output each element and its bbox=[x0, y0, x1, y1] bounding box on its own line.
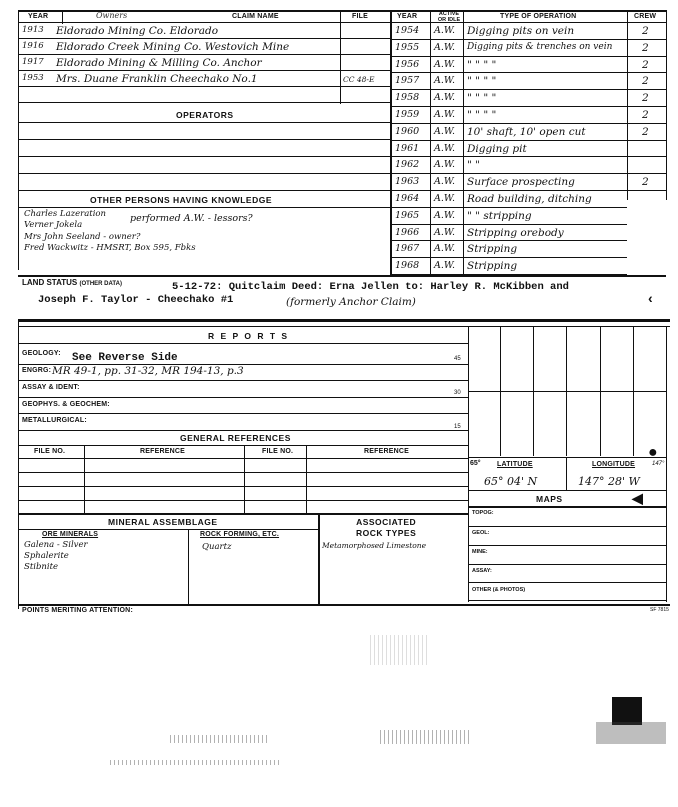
land-status-line1: 5-12-72: Quitclaim Deed: Erna Jellen to: Harley R. McKibben and bbox=[172, 281, 569, 293]
operations-row-rule bbox=[390, 190, 666, 191]
long-suffix: 147° bbox=[652, 461, 665, 467]
assay-scale-30: 30 bbox=[454, 390, 461, 396]
person-name: Verner Jokela bbox=[24, 220, 83, 230]
operation-type: Stripping bbox=[467, 260, 518, 273]
header-active-idle: ACTIVE OR IDLE bbox=[437, 11, 461, 23]
header-rule bbox=[18, 22, 666, 23]
operations-row-rule bbox=[390, 207, 627, 208]
smudge-mark: ‹ bbox=[648, 290, 653, 306]
person-name: Mrs John Seeland - owner? bbox=[24, 232, 141, 242]
ore-mineral: Sphalerite bbox=[24, 551, 69, 561]
col-year2-divider bbox=[430, 10, 431, 275]
operations-row-rule bbox=[390, 56, 666, 57]
points-meriting-attention-label: POINTS MERITING ATTENTION: bbox=[22, 607, 133, 614]
operation-type: Stripping bbox=[467, 243, 518, 256]
operation-year: 1958 bbox=[395, 92, 420, 104]
operation-status: A.W. bbox=[434, 142, 456, 154]
scan-gray-patch bbox=[596, 722, 666, 744]
reports-title: R E P O R T S bbox=[208, 331, 290, 341]
ore-minerals-header: ORE MINERALS bbox=[42, 531, 99, 538]
operations-row-rule bbox=[390, 257, 627, 258]
operation-year: 1962 bbox=[395, 159, 420, 171]
col-file-divider bbox=[340, 10, 341, 104]
location-marker-icon: ● bbox=[648, 444, 658, 461]
claim-name: Eldorado Creek Mining Co. Westovich Mine bbox=[56, 41, 290, 53]
header-type-of-operation: TYPE OF OPERATION bbox=[500, 13, 577, 20]
operation-type: 10' shaft, 10' open cut bbox=[467, 125, 586, 138]
operation-type: " " stripping bbox=[467, 209, 532, 222]
land-status-label-text: LAND STATUS bbox=[22, 278, 78, 287]
maps-geol: GEOL: bbox=[472, 530, 490, 536]
operation-type: " " " " bbox=[467, 58, 497, 71]
land-status-line2: Joseph F. Taylor - Cheechako #1 bbox=[38, 294, 234, 306]
claim-year: 1917 bbox=[22, 57, 44, 67]
operation-type: " " bbox=[467, 159, 480, 172]
owners-stamp: Owners bbox=[96, 11, 128, 20]
operation-year: 1964 bbox=[395, 193, 420, 204]
ore-mineral: Galena - Silver bbox=[24, 540, 88, 550]
operation-crew: 2 bbox=[642, 25, 649, 37]
smudge-mark: ◀ bbox=[632, 490, 643, 506]
operation-crew: 2 bbox=[642, 58, 649, 71]
other-persons-title: OTHER PERSONS HAVING KNOWLEDGE bbox=[90, 195, 273, 205]
operation-status: A.W. bbox=[434, 109, 456, 120]
header-year: YEAR bbox=[28, 13, 49, 20]
operations-row-rule bbox=[390, 240, 627, 241]
operations-row-rule bbox=[390, 39, 666, 40]
operation-crew: 2 bbox=[642, 109, 649, 121]
refs-file-no-2: FILE NO. bbox=[262, 448, 294, 455]
operation-year: 1957 bbox=[395, 75, 420, 87]
scan-noise bbox=[380, 730, 470, 744]
person-note: performed A.W. - lessors? bbox=[130, 213, 253, 224]
operation-crew: 2 bbox=[642, 92, 649, 105]
col-year-divider bbox=[62, 10, 63, 24]
operations-row-rule bbox=[390, 140, 666, 141]
operations-row-rule bbox=[390, 89, 666, 90]
operation-year: 1954 bbox=[395, 25, 420, 36]
geology-scale-45: 45 bbox=[454, 356, 461, 362]
operations-row-rule bbox=[390, 123, 666, 124]
land-status-label bbox=[22, 278, 122, 287]
claim-name: Eldorado Mining Co. Eldorado bbox=[56, 25, 219, 37]
metallurgical-scale-15: 15 bbox=[454, 424, 461, 430]
operation-crew: 2 bbox=[642, 176, 649, 189]
geology-label: GEOLOGY: bbox=[22, 350, 61, 357]
operation-year: 1966 bbox=[395, 226, 420, 238]
claim-name: Mrs. Duane Franklin Cheechako No.1 bbox=[56, 73, 258, 85]
scan-noise bbox=[110, 760, 280, 765]
maps-title: MAPS bbox=[536, 494, 563, 504]
latitude-label: LATITUDE bbox=[497, 461, 533, 468]
operation-status: A.W. bbox=[434, 260, 456, 272]
operation-year: 1968 bbox=[395, 260, 420, 272]
claim-year: 1913 bbox=[22, 25, 44, 35]
refs-reference: REFERENCE bbox=[140, 448, 185, 455]
associated-rock-value: Metamorphosed Limestone bbox=[322, 541, 427, 550]
operation-type: " " " " bbox=[467, 109, 497, 121]
refs-reference-2: REFERENCE bbox=[364, 448, 409, 455]
maps-topog: TOPOG: bbox=[472, 510, 494, 516]
claim-name: Eldorado Mining & Milling Co. Anchor bbox=[56, 57, 262, 69]
header-crew: CREW bbox=[634, 13, 657, 20]
refs-file-no: FILE NO. bbox=[34, 448, 66, 455]
operations-row-rule bbox=[390, 106, 666, 107]
land-status-note: (formerly Anchor Claim) bbox=[286, 296, 416, 308]
maps-assay: ASSAY: bbox=[472, 568, 492, 574]
claim-year: 1916 bbox=[22, 41, 44, 51]
header-file: FILE bbox=[352, 13, 368, 20]
scan-noise bbox=[370, 635, 430, 665]
person-name: Charles Lazeration bbox=[24, 209, 106, 219]
center-divider bbox=[390, 10, 392, 275]
operation-status: A.W. bbox=[434, 193, 456, 204]
operation-type: Surface prospecting bbox=[467, 176, 575, 189]
operation-year: 1955 bbox=[395, 41, 420, 53]
maps-mine: MINE: bbox=[472, 549, 488, 555]
operation-status: A.W. bbox=[434, 226, 456, 238]
rock-forming-header: ROCK FORMING, ETC. bbox=[200, 531, 280, 538]
scan-noise bbox=[170, 735, 270, 743]
longitude-label: LONGITUDE bbox=[592, 461, 636, 468]
operation-type: Stripping orebody bbox=[467, 226, 564, 239]
assay-label: ASSAY & IDENT: bbox=[22, 384, 80, 391]
longitude-value: 147° 28' W bbox=[578, 475, 640, 488]
operation-type: Digging pits on vein bbox=[467, 25, 575, 37]
person-name: Fred Wackwitz - HMSRT, Box 595, Fbks bbox=[24, 243, 196, 253]
operation-status: A.W. bbox=[434, 125, 456, 137]
col-active-divider bbox=[463, 10, 464, 275]
form-number: SF 7815 bbox=[650, 607, 669, 613]
operation-status: A.W. bbox=[434, 58, 456, 70]
operations-row-rule bbox=[390, 173, 666, 174]
operation-type: " " " " bbox=[467, 92, 497, 105]
mineral-assemblage-title: MINERAL ASSEMBLAGE bbox=[108, 517, 218, 527]
metallurgical-label: METALLURGICAL: bbox=[22, 417, 87, 424]
associated-rock-types-title: ASSOCIATED ROCK TYPES bbox=[356, 517, 417, 538]
operation-year: 1965 bbox=[395, 209, 420, 221]
header-year2: YEAR bbox=[397, 13, 418, 20]
scan-black-patch bbox=[612, 697, 642, 725]
general-references-title: GENERAL REFERENCES bbox=[180, 433, 291, 443]
engrg-label: ENGRG: bbox=[22, 367, 52, 374]
maps-other: OTHER (& PHOTOS) bbox=[472, 587, 526, 593]
operation-crew: 2 bbox=[642, 125, 649, 138]
engrg-value: MR 49-1, pp. 31-32, MR 194-13, p.3 bbox=[52, 365, 244, 377]
rock-forming-mineral: Quartz bbox=[202, 542, 232, 552]
operation-status: A.W. bbox=[434, 41, 456, 53]
operation-crew: 2 bbox=[642, 75, 649, 88]
geophys-label: GEOPHYS. & GEOCHEM: bbox=[22, 401, 110, 408]
operation-status: A.W. bbox=[434, 209, 456, 221]
claim-file: CC 48-E bbox=[343, 75, 375, 84]
ore-mineral: Stibnite bbox=[24, 562, 59, 572]
operation-status: A.W. bbox=[434, 25, 456, 36]
operation-year: 1959 bbox=[395, 109, 420, 120]
claim-year: 1953 bbox=[22, 73, 44, 83]
operation-crew: 2 bbox=[642, 41, 649, 54]
lat-prefix: 65° bbox=[470, 460, 481, 467]
operation-year: 1967 bbox=[395, 243, 420, 255]
geology-value: See Reverse Side bbox=[72, 352, 178, 364]
operations-row-rule bbox=[390, 72, 666, 73]
operation-type: " " " " bbox=[467, 75, 497, 88]
operation-status: A.W. bbox=[434, 176, 456, 188]
operation-year: 1960 bbox=[395, 125, 420, 137]
operations-row-rule bbox=[390, 156, 666, 157]
latitude-value: 65° 04' N bbox=[484, 475, 538, 488]
operation-year: 1961 bbox=[395, 142, 420, 154]
operation-type: Digging pit bbox=[467, 142, 527, 155]
operation-status: A.W. bbox=[434, 92, 456, 104]
operation-status: A.W. bbox=[434, 159, 456, 171]
operators-title: OPERATORS bbox=[176, 110, 234, 120]
land-status-sublabel: (OTHER DATA) bbox=[79, 281, 122, 287]
header-claim-name: CLAIM NAME bbox=[232, 13, 279, 20]
operation-type: Digging pits & trenches on vein bbox=[467, 41, 613, 52]
operation-type: Road building, ditching bbox=[467, 193, 592, 205]
operation-status: A.W. bbox=[434, 75, 456, 87]
left-border bbox=[18, 10, 19, 270]
operations-row-rule bbox=[390, 224, 627, 225]
right-border bbox=[666, 10, 667, 200]
operation-year: 1956 bbox=[395, 58, 420, 70]
operation-status: A.W. bbox=[434, 243, 456, 255]
operation-year: 1963 bbox=[395, 176, 420, 188]
